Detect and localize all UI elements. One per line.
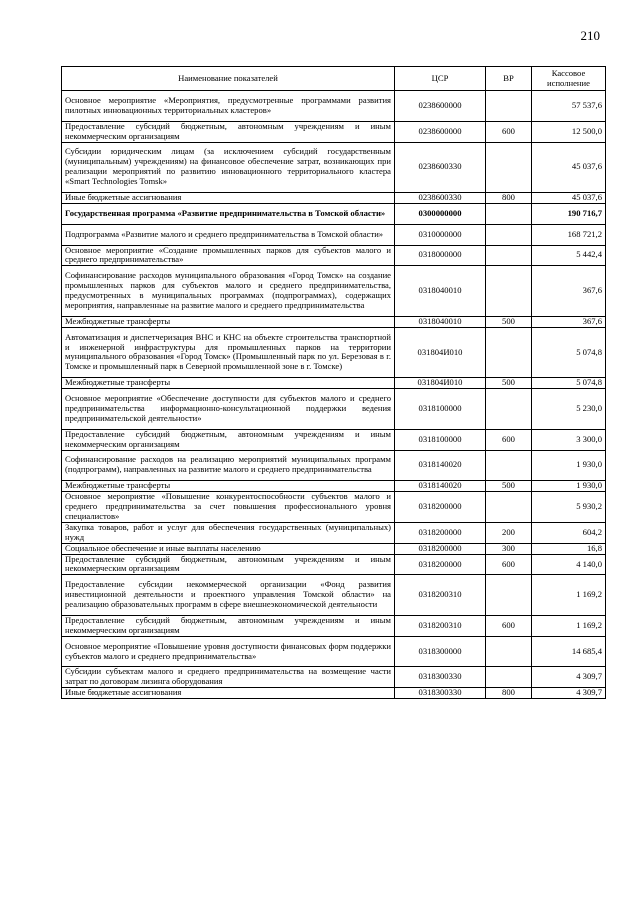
table-row: [62, 316, 606, 327]
cell-vr: 500: [486, 378, 532, 389]
cell-indicator-name: Субсидии субъектам малого и среднего предпринимательства на возмещение части затрат по договорам лизинга оборудования: [62, 667, 395, 688]
cell-vr: [486, 450, 532, 481]
cell-csr: 0318300330: [395, 667, 486, 688]
cell-vr: [486, 575, 532, 616]
cell-csr: 0238600000: [395, 121, 486, 142]
cell-vr: [486, 266, 532, 317]
cell-csr: 0318100000: [395, 389, 486, 430]
cell-cash-execution: 3 300,0: [532, 429, 606, 450]
cell-vr: [486, 327, 532, 378]
cell-cash-execution: 604,2: [532, 522, 606, 543]
cell-vr: 500: [486, 481, 532, 492]
cell-cash-execution: 5 074,8: [532, 378, 606, 389]
cell-csr: 031804И010: [395, 378, 486, 389]
table-row: [62, 543, 606, 554]
cell-csr: 0238600330: [395, 193, 486, 204]
cell-csr: 0300000000: [395, 203, 486, 224]
cell-indicator-name: Иные бюджетные ассигнования: [62, 193, 395, 204]
cell-indicator-name: Иные бюджетные ассигнования: [62, 688, 395, 699]
cell-indicator-name: Основное мероприятие «Повышение конкурентоспособности субъектов малого и среднего предпринимательства за счет повышения профессионального уровня специалистов»: [62, 492, 395, 523]
cell-indicator-name: Государственная программа «Развитие предпринимательства в Томской области»: [62, 203, 395, 224]
cell-indicator-name: Основное мероприятие «Создание промышленных парков для субъектов малого и среднего предпринимательства»: [62, 245, 395, 266]
cell-csr: 0318200310: [395, 615, 486, 636]
cell-cash-execution: 5 230,0: [532, 389, 606, 430]
cell-vr: 800: [486, 688, 532, 699]
cell-indicator-name: Социальное обеспечение и иные выплаты населению: [62, 543, 395, 554]
cell-cash-execution: 5 442,4: [532, 245, 606, 266]
cell-indicator-name: Основное мероприятие «Мероприятия, предусмотренные программами развития пилотных инновационных территориальных кластеров»: [62, 91, 395, 122]
cell-indicator-name: Межбюджетные трансферты: [62, 481, 395, 492]
cell-indicator-name: Предоставление субсидий бюджетным, автономным учреждениям и иным некоммерческим организациям: [62, 615, 395, 636]
cell-cash-execution: 45 037,6: [532, 193, 606, 204]
cell-vr: 300: [486, 543, 532, 554]
table-row: [62, 193, 606, 204]
cell-vr: [486, 245, 532, 266]
cell-csr: 0318000000: [395, 245, 486, 266]
table-row: [62, 224, 606, 245]
table-row: [62, 688, 606, 699]
cell-indicator-name: Предоставление субсидий бюджетным, автономным учреждениям и иным некоммерческим организациям: [62, 121, 395, 142]
cell-csr: 0318200000: [395, 492, 486, 523]
cell-indicator-name: Подпрограмма «Развитие малого и среднего предпринимательства в Томской области»: [62, 224, 395, 245]
cell-cash-execution: 45 037,6: [532, 142, 606, 193]
cell-cash-execution: 4 309,7: [532, 667, 606, 688]
table-body: [62, 91, 606, 699]
cell-vr: [486, 492, 532, 523]
cell-cash-execution: 367,6: [532, 316, 606, 327]
cell-vr: 800: [486, 193, 532, 204]
table-row: [62, 636, 606, 667]
cell-indicator-name: Предоставление субсидий бюджетным, автономным учреждениям и иным некоммерческим организациям: [62, 429, 395, 450]
table-row: [62, 492, 606, 523]
cell-vr: [486, 636, 532, 667]
table-row: [62, 450, 606, 481]
table-row: [62, 121, 606, 142]
cell-cash-execution: 5 074,8: [532, 327, 606, 378]
cell-cash-execution: 367,6: [532, 266, 606, 317]
cell-indicator-name: Основное мероприятие «Обеспечение доступности для субъектов малого и среднего предпринимательства информационно-консультационной поддержки ведения предпринимательской деятельности»: [62, 389, 395, 430]
cell-indicator-name: Межбюджетные трансферты: [62, 316, 395, 327]
cell-csr: 0318140020: [395, 450, 486, 481]
cell-csr: 0310000000: [395, 224, 486, 245]
table-row: [62, 481, 606, 492]
page-number: 210: [580, 28, 600, 43]
table-row: [62, 522, 606, 543]
cell-csr: 0318100000: [395, 429, 486, 450]
cell-vr: [486, 203, 532, 224]
table-row: [62, 203, 606, 224]
cell-csr: 031804И010: [395, 327, 486, 378]
cell-vr: 600: [486, 121, 532, 142]
cell-csr: 0318200000: [395, 543, 486, 554]
header-indicator-name: Наименование показателей: [62, 67, 395, 91]
cell-vr: 600: [486, 429, 532, 450]
cell-indicator-name: Предоставление субсидии некоммерческой организации «Фонд развития инвестиционной деятельности и проектного управления Томской области» на реализацию образовательных программ в сфере внешнеэкономической деятельности: [62, 575, 395, 616]
cell-csr: 0238600000: [395, 91, 486, 122]
table-row: [62, 575, 606, 616]
table-header-row: [62, 67, 606, 91]
budget-execution-table: [61, 66, 606, 699]
table-row: [62, 554, 606, 575]
cell-vr: [486, 91, 532, 122]
table-row: [62, 378, 606, 389]
cell-csr: 0318200310: [395, 575, 486, 616]
cell-csr: 0318200000: [395, 554, 486, 575]
cell-cash-execution: 12 500,0: [532, 121, 606, 142]
cell-indicator-name: Основное мероприятие «Повышение уровня доступности финансовых форм поддержки субъектов малого и среднего предпринимательства»: [62, 636, 395, 667]
cell-csr: 0318140020: [395, 481, 486, 492]
table-row: [62, 142, 606, 193]
table-row: [62, 266, 606, 317]
cell-cash-execution: 14 685,4: [532, 636, 606, 667]
header-cash-execution: Кассовое исполнение: [532, 67, 606, 91]
cell-indicator-name: Субсидии юридическим лицам (за исключением субсидий государственным (муниципальным) учреждениям) на финансовое обеспечение затрат, возникающих при реализации мероприятий по развитию инновационного территориального кластера «Smart Technologies Tomsk»: [62, 142, 395, 193]
header-vr: ВР: [486, 67, 532, 91]
cell-csr: 0318040010: [395, 316, 486, 327]
cell-vr: [486, 389, 532, 430]
cell-csr: 0318300330: [395, 688, 486, 699]
cell-cash-execution: 5 930,2: [532, 492, 606, 523]
cell-indicator-name: Предоставление субсидий бюджетным, автономным учреждениям и иным некоммерческим организациям: [62, 554, 395, 575]
cell-vr: [486, 224, 532, 245]
cell-cash-execution: 57 537,6: [532, 91, 606, 122]
cell-cash-execution: 4 309,7: [532, 688, 606, 699]
cell-csr: 0318040010: [395, 266, 486, 317]
cell-cash-execution: 190 716,7: [532, 203, 606, 224]
cell-cash-execution: 1 930,0: [532, 450, 606, 481]
table-row: [62, 667, 606, 688]
cell-vr: 600: [486, 554, 532, 575]
cell-indicator-name: Автоматизация и диспетчеризация ВНС и КНС на объекте строительства транспортной и инженерной инфраструктуры для промышленных парков на территории муниципального образования «Город Томск» (Промышленный парк по ул. Березовая в г. Томске и промышленный парк в Северной промышленной зоне в г. Томске): [62, 327, 395, 378]
cell-cash-execution: 16,8: [532, 543, 606, 554]
table-row: [62, 429, 606, 450]
table-row: [62, 245, 606, 266]
cell-csr: 0318200000: [395, 522, 486, 543]
cell-csr: 0318300000: [395, 636, 486, 667]
cell-vr: 600: [486, 615, 532, 636]
cell-cash-execution: 1 169,2: [532, 575, 606, 616]
cell-cash-execution: 1 930,0: [532, 481, 606, 492]
cell-vr: [486, 667, 532, 688]
cell-cash-execution: 1 169,2: [532, 615, 606, 636]
cell-indicator-name: Софинансирование расходов муниципального образования «Город Томск» на создание промышленных парков для субъектов малого и среднего предпринимательства, предусмотренных в муниципальных программах (подпрограммах), содержащих мероприятия, направленные на развитие малого и среднего предпринимательства: [62, 266, 395, 317]
header-csr: ЦСР: [395, 67, 486, 91]
cell-indicator-name: Софинансирование расходов на реализацию мероприятий муниципальных программ (подпрограмм), направленных на развитие малого и среднего предпринимательства: [62, 450, 395, 481]
table-row: [62, 389, 606, 430]
cell-vr: 500: [486, 316, 532, 327]
table-row: [62, 327, 606, 378]
cell-vr: [486, 142, 532, 193]
cell-cash-execution: 4 140,0: [532, 554, 606, 575]
table-row: [62, 91, 606, 122]
cell-indicator-name: Межбюджетные трансферты: [62, 378, 395, 389]
cell-csr: 0238600330: [395, 142, 486, 193]
cell-cash-execution: 168 721,2: [532, 224, 606, 245]
cell-vr: 200: [486, 522, 532, 543]
cell-indicator-name: Закупка товаров, работ и услуг для обеспечения государственных (муниципальных) нужд: [62, 522, 395, 543]
table-row: [62, 615, 606, 636]
